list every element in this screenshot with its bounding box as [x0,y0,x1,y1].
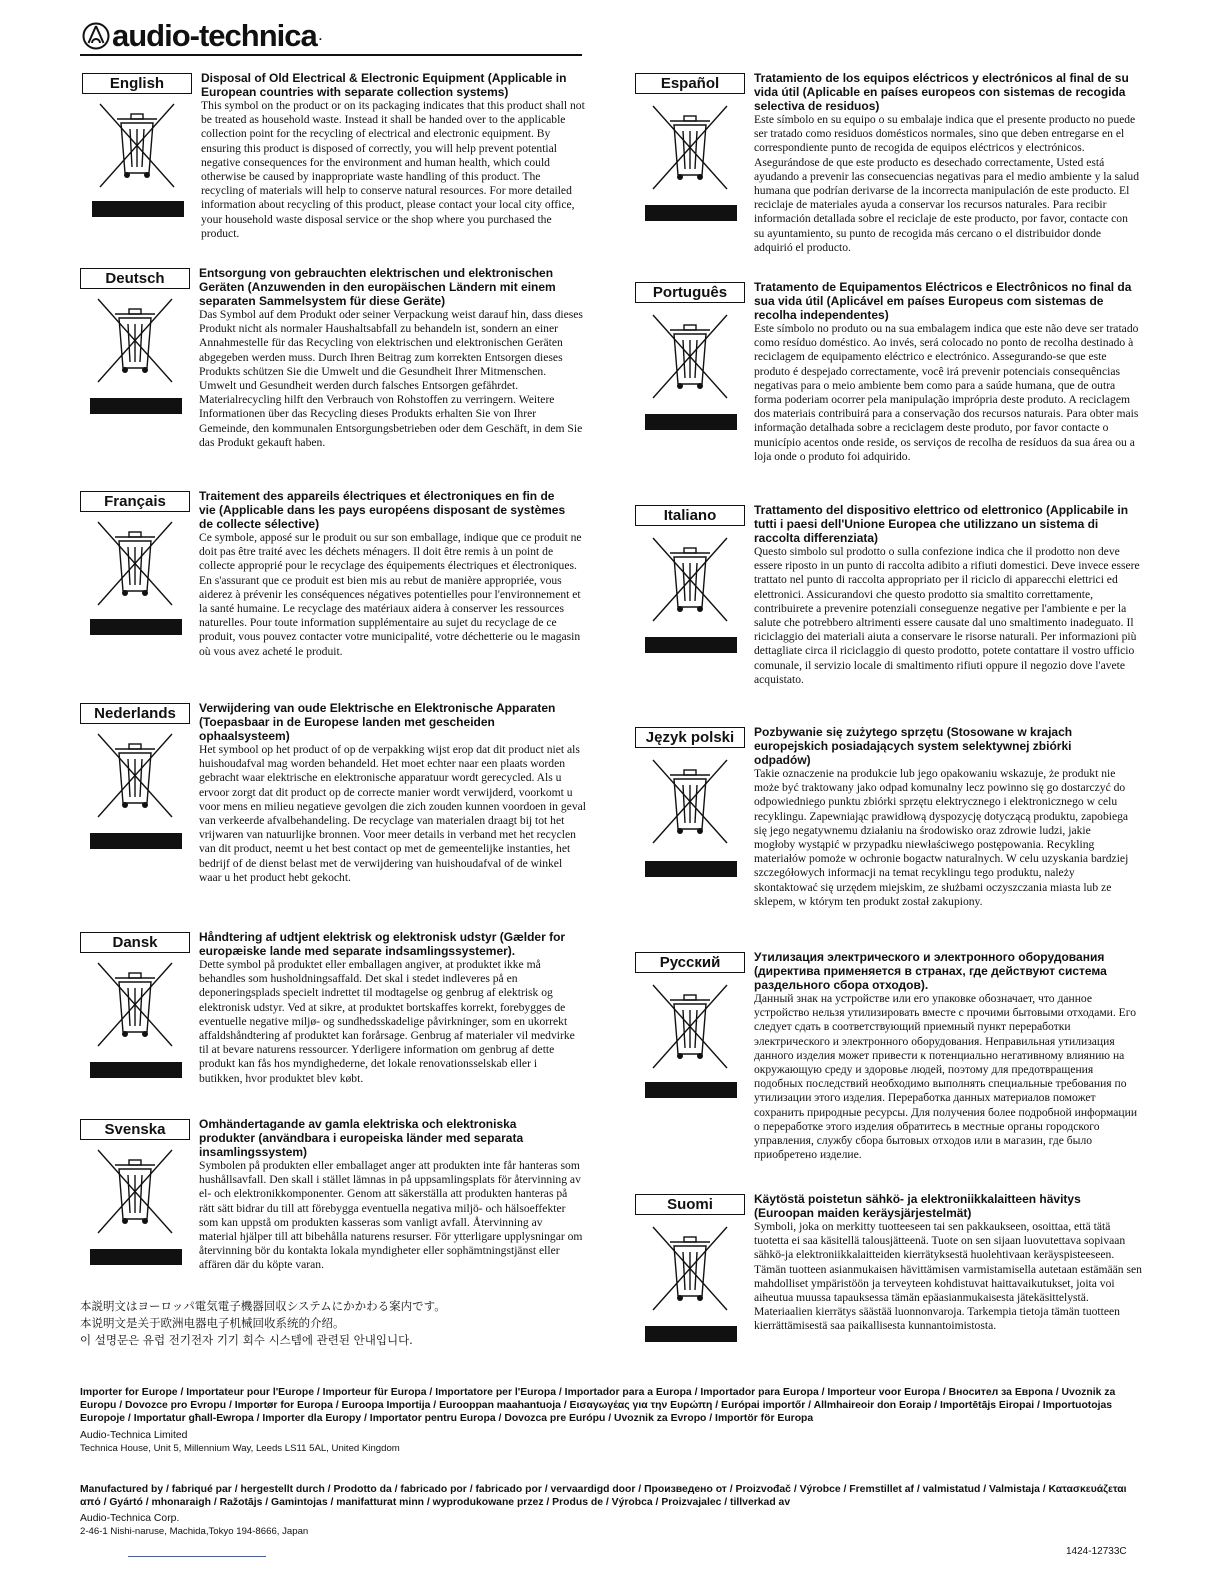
brand-logo [82,18,321,54]
section-title: Käytöstä poistetun sähkö- ja elektroniikkalaitteen hävitys (Euroopan maiden keräysjärjestelmät) [754,1192,1081,1221]
section-title: Trattamento del dispositivo elettrico od elettronico (Applicabile in tutti i paesi dell'Unione Europea che utilizzano un sistema di raccolta differenziata) [754,503,1129,546]
section-body: Este símbolo no produto ou na sua embalagem indica que este não deve ser tratado como resíduo doméstico. Ao invés, será colocado no ponto de recolha destinado à reciclagem de equipamento eléctrico e electrónico. Assegurando-se que este produto é despejado correctamente, você irá prevenir potenciais consequências negativas para o meio ambiente bem como para a saúde humana, que de outra forma poderiam ocorrer pela manipulação imprópria deste produto. A reciclagem dos materiais contribuirá para a conservação dos recursos naturais. Para obter mais informação detalhada sobre a reciclagem deste produto, por favor contacte o município acentos onde reside, os serviços de recolha de resíduos da sua área ou a loja onde o produto foi adquirido. [754,322,1139,463]
manufacturer-heading: Manufactured by / fabriqué par / hergestellt durch / Prodotto da / fabricado por / fabricado por / vervaardigd door / Произведено от / Proizvođač / Výrobce / Fremstillet af / valmistatud / Valmistaja / Κατασκευάζεται από / Gyártó / mhonaraigh / Ražotājs / Gamintojas / manifatturat minn / wyprodukowane przez / Produs de / Výrobca / Proizvajalec / tillverkad av [80,1484,1127,1509]
lang-label: Français [80,491,190,512]
section-title: Omhändertagande av gamla elektriska och elektroniska produkter (användbara i europeiska länder med separata insamlingssystem) [199,1117,524,1160]
importer-heading: Importer for Europe / Importateur pour l'Europe / Importeur für Europa / Importatore per l'Europa / Importador para a Europa / Importador para Europa / Importeur voor Europa / Вноситeл за Европа / Uvoznik za Europu / Dovozce pro Evropu / Importør for Europa / Euroopa Importija / Eurooppan maahantuoja / Εισαγωγέας για την Ευρώπη / Európai importőr / Allmhaireoir don Eoraip / Importētājs Eiropai / Importuotojas Europoje / Importatur għall-Ewropa / Importer dla Europy / Importator pentru Europa / Dovozca pre Európu / Uvoznik za Evropo / Importör för Europa [80,1387,1116,1425]
brand-name: audio-technica [112,18,317,53]
crossed-bin-icon [649,757,731,845]
lang-label: Português [635,282,745,303]
crossed-bin-icon [649,535,731,623]
importer-company: Audio-Technica Limited [80,1430,188,1441]
manufacturer-company: Audio-Technica Corp. [80,1513,180,1524]
section-title: Traitement des appareils électriques et électroniques en fin de vie (Applicable dans les pays européens disposant de systèmes de collecte sélective) [199,489,566,532]
section-title: Verwijdering van oude Elektrische en Elektronische Apparaten (Toepasbaar in de Europese landen met gescheiden ophaalsysteem) [199,701,556,744]
note-japanese: 本説明文はヨーロッパ電気電子機器回収システムにかかわる案内です。 [80,1299,446,1313]
section-title: Tratamento de Equipamentos Eléctricos e Electrônicos no final da sua vida útil (Aplicável em países Europeus com sistemas de recolha independentes) [754,280,1132,323]
lang-label: Svenska [80,1119,190,1140]
crossed-bin-icon [649,1224,731,1312]
section-body: Ce symbole, apposé sur le produit ou sur son emballage, indique que ce produit ne doit pas être traité avec les déchets ménagers. Il doit être remis à un point de collecte approprié pour le recyclage des équipements électriques et électroniques. En s'assurant que ce produit est bien mis au rebut de manière appropriée, vous aiderez à prévenir les conséquences négatives potentielles pour l'environnement et la santé humaine. Le recyclage des matériaux aidera à conserver les ressources naturelles. Pour toute information supplémentaire au sujet du recyclage de ce produit, vous pouvez contacter votre municipalité, votre déchetterie ou le magasin où vous avez acheté le produit. [199,531,582,658]
black-bar [645,1326,737,1342]
crossed-bin-icon [96,101,178,189]
section-body: Данный знак на устройстве или его упаковке обозначает, что данное устройство нельзя утилизировать вместе с прочими бытовыми отходами. Его следует сдать в соответствующий приемный пункт переработки электрического и электронного оборудования. Неправильная утилизация данного изделия может привести к потенциально негативному влиянию на окружающую среду и здоровье людей, поэтому для предотвращения подобных последствий необходимо выполнять специальные требования по утилизации этого изделия. Переработка данных материалов поможет сохранить природные ресурсы. Для получения более подробной информации о переработке этого изделия обратитесь в местные органы городского управления, службу сбора бытовых отходов или в магазин, где было приобретено изделие. [754,992,1138,1162]
black-bar [645,414,737,430]
black-bar [92,201,184,217]
note-chinese: 本说明文是关于欧洲电器电子机械回收系统的介绍。 [80,1316,345,1330]
lang-label: Dansk [80,932,190,953]
black-bar [645,1082,737,1098]
section-title: Утилизация электрического и электронного оборудования (директива применяется в странах, где действуют система раздельного сбора отходов). [754,950,1107,993]
lang-label: Русский [635,952,745,973]
crossed-bin-icon [649,103,731,191]
crossed-bin-icon [94,296,176,384]
black-bar [90,619,182,635]
section-body: Dette symbol på produktet eller emballagen angiver, at produktet ikke må behandles som husholdningsaffald. Det skal i stedet indleveres på en deponeringsplads specielt indrettet til modtagelse og genbrug af elektrisk og elektronisk udstyr. Ved at sikre, at produktet bortskaffes korrekt, forebygges de eventuelle negative miljø- og sundhedsskadelige påvirkninger, som en ukorrekt affaldshåndtering af produktet kan forårsage. Genbrug af materialer vil medvirke til at bevare naturens ressourcer. Yderligere information om genbrug af dette produkt kan fås hos myndighederne, det lokale renovationsselskab eller i butikken, hvor produktet blev købt. [199,958,575,1085]
black-bar [645,637,737,653]
note-korean: 이 설명문은 유럽 전기전자 기기 회수 시스템에 관련된 안내입니다. [80,1333,413,1347]
lang-label: English [82,73,192,94]
section-body: Questo simbolo sul prodotto o sulla confezione indica che il prodotto non deve essere riposto in un punto di raccolta adibito a rifiuti domestici. Deve invece essere trattato nel punto di raccolta appropriato per il riciclo di apparecchi elettrici ed elettronici. Assicurandovi che questo prodotto sia smaltito correttamente, contribuirete a prevenire potenziali conseguenze negative per l'ambiente e per la salute che potrebbero altrimenti essere causate dal uno smaltimento inadeguato. Il riciclaggio dei materiali aiuta a conservare le risorse naturali. Per informazioni più dettagliate circa il riciclaggio di questo prodotto, potete contattare il vostro ufficio comunale, il servizio locale di smaltimento rifiuti oppure il negozio dove l'avete acquistato. [754,545,1140,686]
lang-label: Język polski [635,727,745,748]
audio-technica-logo-icon [82,22,110,50]
section-body: Das Symbol auf dem Produkt oder seiner Verpackung weist darauf hin, dass dieses Produkt nicht als normaler Haushaltsabfall zu behandeln ist, sondern an einer Annahmestelle für das Recycling von elektrischen und elektronischen Geräten abgegeben werden muss. Durch Ihren Beitrag zum korrekten Entsorgen dieses Produkts schützen Sie die Umwelt und die Gesundheit Ihrer Mitmenschen. Umwelt und Gesundheit werden durch falsches Entsorgen gefährdet. Materialrecycling hilft den Verbrauch von Rohstoffen zu verringern. Weitere Informationen über das Recycling dieses Produkts erhalten Sie von Ihrer Gemeinde, den kommunalen Entsorgungsbetrieben oder dem Geschäft, in dem Sie das Produkt gekauft haben. [199,308,583,449]
lang-label: Español [635,73,745,94]
cjk-notes [80,1298,446,1349]
lang-label: Nederlands [80,703,190,724]
black-bar [645,861,737,877]
section-body: Este símbolo en su equipo o su embalaje indica que el presente producto no puede ser tratado como residuos domésticos normales, sino que deben entregarse en el correspondiente punto de recogida de equipos eléctricos y electrónicos. Asegurándose de que este producto es desechado correctamente, Usted está ayudando a prevenir las consecuencias negativas para el medio ambiente y la salud humana que podrían derivarse de la incorrecta manipulación de este producto. El reciclaje de materiales ayuda a conservar los recursos naturales. Para recibir información detallada sobre el reciclaje de este producto, por favor, contacte con su ayuntamiento, su punto de recogida más cercano o el distribuidor donde adquirió el producto. [754,113,1140,254]
importer-address: Technica House, Unit 5, Millennium Way, Leeds LS11 5AL, United Kingdom [80,1443,400,1454]
header-rule [80,54,582,56]
document-number: 1424-12733C [1066,1546,1127,1557]
black-bar [645,205,737,221]
crossed-bin-icon [649,312,731,400]
section-title: Pozbywanie się zużytego sprzętu (Stosowane w krajach europejskich posiadających system selektywnej zbiórki odpadów) [754,725,1073,768]
registered-mark: . [318,29,322,43]
footer-rule [128,1556,266,1557]
black-bar [90,1249,182,1265]
section-title: Tratamiento de los equipos eléctricos y electrónicos al final de su vida útil (Aplicable en países europeos con sistemas de recogida selectiva de residuos) [754,71,1129,114]
crossed-bin-icon [649,982,731,1070]
section-body: Het symbool op het product of op de verpakking wijst erop dat dit product niet als huishoudafval mag worden behandeld. Het moet echter naar een plaats worden gebracht waar elektrische en elektronische apparatuur wordt gerecycled. Als u ervoor zorgt dat dit product op de correcte manier wordt verwijderd, voorkomt u voor mens en milieu negatieve gevolgen die zich zouden kunnen voordoen in geval van verkeerde afvalbehandeling. De recyclage van materialen draagt bij tot het vrijwaren van natuurlijke bronnen. Voor meer details in verband met het recyclen van dit product, neemt u het best contact op met de gemeentelijke instanties, het bedrijf of de dienst belast met de verwijdering van huishoudafval of de winkel waar u het product hebt gekocht. [199,743,586,884]
section-body: This symbol on the product or on its packaging indicates that this product shall not be treated as household waste. Instead it shall be handed over to the applicable collection point for the recycling of electrical and electronic equipment. By ensuring this product is disposed of correctly, you will help prevent potential negative consequences for the environment and human health, which could otherwise be caused by inappropriate waste handling of this product. The recycling of materials will help to conserve natural resources. For more detailed information about recycling of this product, please contact your local city office, your household waste disposal service or the shop where you purchased the product. [201,99,585,240]
lang-label: Deutsch [80,268,190,289]
black-bar [90,833,182,849]
manufacturer-address: 2-46-1 Nishi-naruse, Machida,Tokyo 194-8666, Japan [80,1526,309,1537]
section-body: Symboli, joka on merkitty tuotteeseen tai sen pakkaukseen, osoittaa, että tätä tuotetta ei saa käsitellä talousjätteenä. Tuote on sen sijaan luovutettava sopivaan sähkö-ja elektroniikkalaitteiden kierrätyksestä huolehtivaan keräyspisteeseen. Tämän tuotteen asianmukaisen hävittämisen varmistamisella autetaan estämään sen mahdolliset ympäristöön ja terveyteen kohdistuvat haittavaikutukset, joita voi aiheutua muussa tapauksessa tämän epäasianmukaisesta jätekäsittelystä. Materiaalien kierrätys säästää luonnonvaroja. Tarkempia tietoja tämän tuotteen kierrättämisestä saa paikallisesta kunnantoimistosta. [754,1220,1142,1333]
crossed-bin-icon [94,1147,176,1235]
lang-label: Italiano [635,505,745,526]
black-bar [90,1062,182,1078]
crossed-bin-icon [94,960,176,1048]
section-title: Disposal of Old Electrical & Electronic Equipment (Applicable in European countries with separate collection systems) [201,71,567,100]
section-body: Symbolen på produkten eller emballaget anger att produkten inte får hanteras som hushållsavfall. Den skall i stället lämnas in på uppsamlingsplats för återvinning av el- och elektronikkomponenter. Genom att säkerställa att produkten hanteras på rätt sätt bidrar du till att förebygga eventuella negativa miljö- och hälsoeffekter som kan uppstå om produkten kasseras som vanligt avfall. Återvinning av material hjälper till att bibehålla naturens resurser. För ytterligare upplysningar om återvinning bör du kontakta lokala myndigheter eller sophämtningstjänst eller affären där du köpte varan. [199,1159,583,1272]
lang-label: Suomi [635,1194,745,1215]
crossed-bin-icon [94,731,176,819]
crossed-bin-icon [94,519,176,607]
black-bar [90,398,182,414]
section-body: Takie oznaczenie na produkcie lub jego opakowaniu wskazuje, że produkt nie może być traktowany jako odpad komunalny lecz powinno się go dostarczyć do odpowiedniego punktu zbiórki sprzętu elektrycznego i elektronicznego w celu recyklingu. Zapewniając prawidłową dyspozycję dotyczącą produktu, zapobiega się jego negatywnemu działaniu na środowisko oraz zdrowie ludzi, jakie mogłoby wystąpić w przypadku niewłaściwego postępowania. Recykling materiałów pomoże w ochronie bogactw naturalnych. W celu uzyskania bardziej szczegółowych informacji na temat recyklingu tego produktu, należy skontaktować się urzędem miejskim, ze służbami oczyszczania miasta lub ze sklepem, w którym ten produkt został zakupiony. [754,767,1129,908]
section-title: Entsorgung von gebrauchten elektrischen und elektronischen Geräten (Anzuwenden in den europäischen Ländern mit einem separaten Sammelsystem für diese Geräte) [199,266,556,309]
section-title: Håndtering af udtjent elektrisk og elektronisk udstyr (Gælder for europæiske lande med separate indsamlingssystemer). [199,930,566,959]
